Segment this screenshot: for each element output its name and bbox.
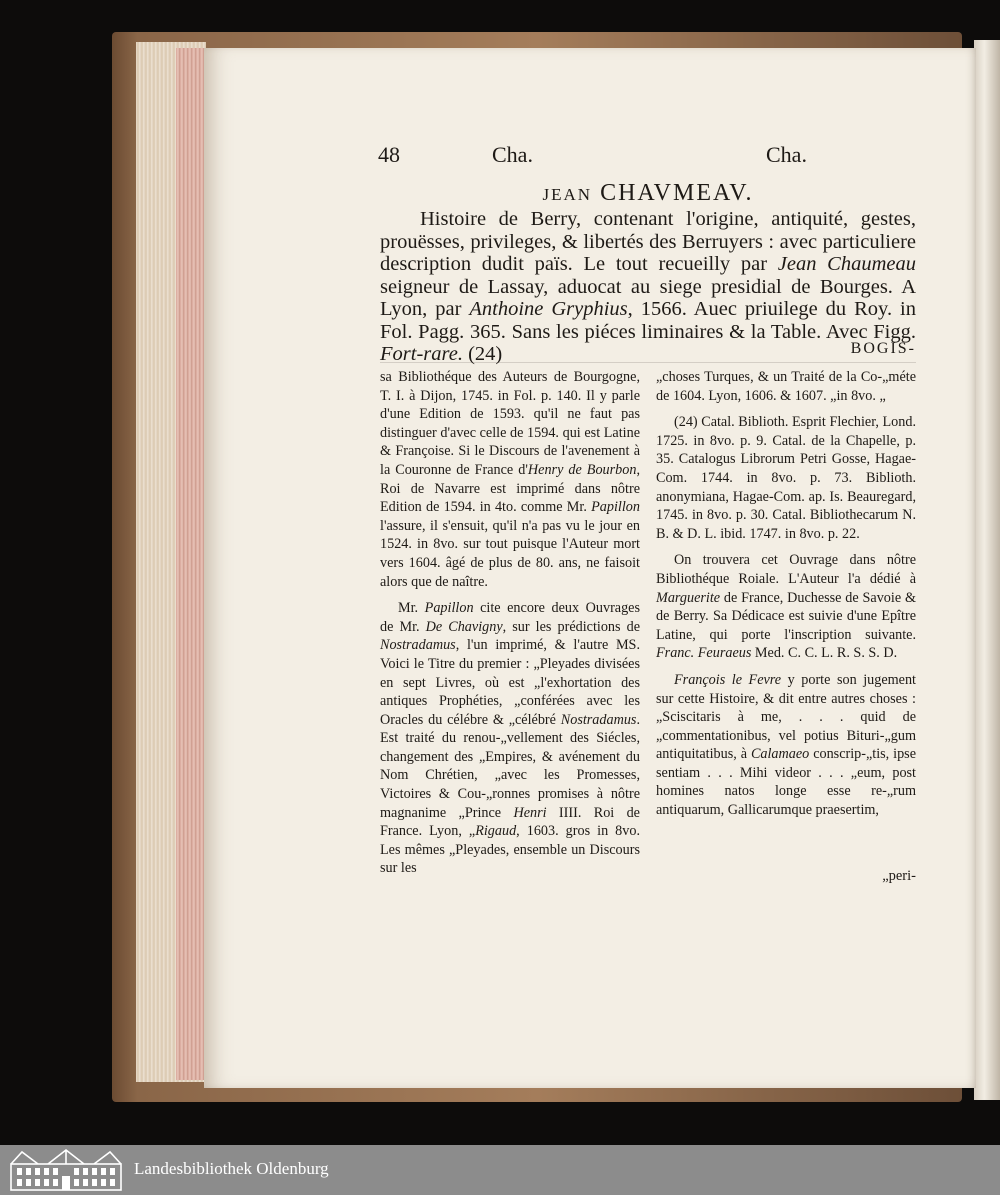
right-paragraph-2: (24) Catal. Biblioth. Esprit Flechier, Lond. 1725. in 8vo. p. 9. Catal. de la Chapelle, p. 35. Catalogus Librorum Petri Gosse, Hagae-Com. 1744. in 8vo. p. 73. Biblioth. anonymiana, Hagae-Com. ap. Is. Beauregard, 1745. in 8vo. p. 30. Catal. Bibliothecarum N. B. & D. L. ibid. 1747. in 8vo. p. 22.: [656, 414, 916, 542]
running-head-right: Cha.: [766, 142, 807, 167]
right-paragraph-4: François le Fevre y porte son jugement sur cette Histoire, & dit entre autres choses : „Sciscitaris à me, . . . quid de „commentationibus, vel potius Bituri-„gum antiquitatibus, à Calamaeo conscrip-„tis, ipse sentiam . . . Mihi videor . . . „eum, post homines natos longe esse re-„rum antiquarum, Gallicarumque praesertim,: [656, 671, 916, 819]
author-first-name: JEAN: [542, 185, 593, 204]
entry-text-3: , 1566. Auec priuilege du Roy. in Fol. Pagg. 365. Sans les piéces liminaires & la Table. Avec Figg.: [380, 298, 916, 343]
catchword-top: BOGIS-: [850, 340, 916, 357]
left-paragraph-2: Mr. Papillon cite encore deux Ouvrages de Mr. De Chavigny, sur les prédictions de Nostradamus, l'un imprimé, & l'autre MS. Voici le Titre du premier : „Pleyades divisées en sept Livres, où est „l'exhortation des antiques Prophéties, „conférées avec les Oracles du célébre & „célébré Nostradamus. Est traité du renou-„vellement des Siécles, changement des „Empires, & avénement du Nom Chrétien, „avec les Promesses, Victoires & Cou-„ronnes promises à nôtre magnanime „Prince Henri IIII. Roi de France. Lyon, „Rigaud, 1603. gros in 8vo. Les mêmes „Pleyades, ensemble un Discours sur les: [380, 600, 641, 877]
entry-author: Jean Chaumeau: [777, 253, 917, 275]
page-number: 48: [378, 142, 400, 167]
right-paragraph-1: „choses Turques, & un Traité de la Co-„méte de 1604. Lyon, 1606. & 1607. „in 8vo. „: [656, 369, 916, 404]
entry-printer: Anthoine Gryphius: [469, 298, 628, 320]
author-heading: [380, 180, 916, 207]
bibliographic-entry: [380, 208, 916, 366]
right-paragraph-3: On trouvera cet Ouvrage dans nôtre Bibliothéque Roiale. L'Auteur l'a dédié à Marguerite de France, Duchesse de Savoie & de Berry. Sa Dédicace est suivie d'une Epître Latine, qui porte l'inscription suivante. Franc. Feuraeus Med. C. C. L. R. S. S. D.: [656, 552, 916, 662]
library-logo-icon: [8, 1148, 124, 1192]
running-head-left: Cha.: [492, 142, 533, 167]
page-edges-red: [176, 48, 206, 1080]
entry-text-1: Histoire de Berry, contenant l'origine, antiquité, gestes, prouësses, privileges, & libertés des Berruyers : avec particuliere description dudit païs. Le tout recueilly par: [380, 208, 916, 275]
left-column: [380, 368, 640, 886]
catchword-bottom: „peri-: [882, 868, 916, 884]
footer-bar: [0, 1145, 1000, 1195]
entry-rarity: Fort-rare.: [380, 343, 463, 365]
divider: [380, 362, 916, 363]
left-paragraph-1: sa Bibliothéque des Auteurs de Bourgogne, T. I. à Dijon, 1745. in Fol. p. 140. Il y parle d'une Edition de 1593. qu'il ne faut pas distinguer d'avec celle de 1594. qui est Latine & Françoise. Si le Discours de l'avenement à la Couronne de France d'Henry de Bourbon, Roi de Navarre est imprimé dans nôtre Edition de 1594. in 4to. comme Mr. Papillon l'assure, il s'ensuit, qu'il n'a pas vu le jour en 1524. in 8vo. sur tout puisque l'Auteur mort vers 1604. âgé de plus de 80. ans, ne faisoit alors que de naître.: [380, 369, 640, 590]
library-name[interactable]: Landesbibliothek Oldenburg: [134, 1159, 329, 1178]
author-last-name: CHAVMEAV.: [600, 180, 754, 206]
entry-text-2: seigneur de Lassay, aduocat au siege presidial de Bourges. A Lyon, par: [380, 275, 916, 320]
entry-note-ref: (24): [462, 343, 503, 365]
facing-page-edge: [974, 40, 1000, 1100]
right-column: [656, 368, 916, 828]
